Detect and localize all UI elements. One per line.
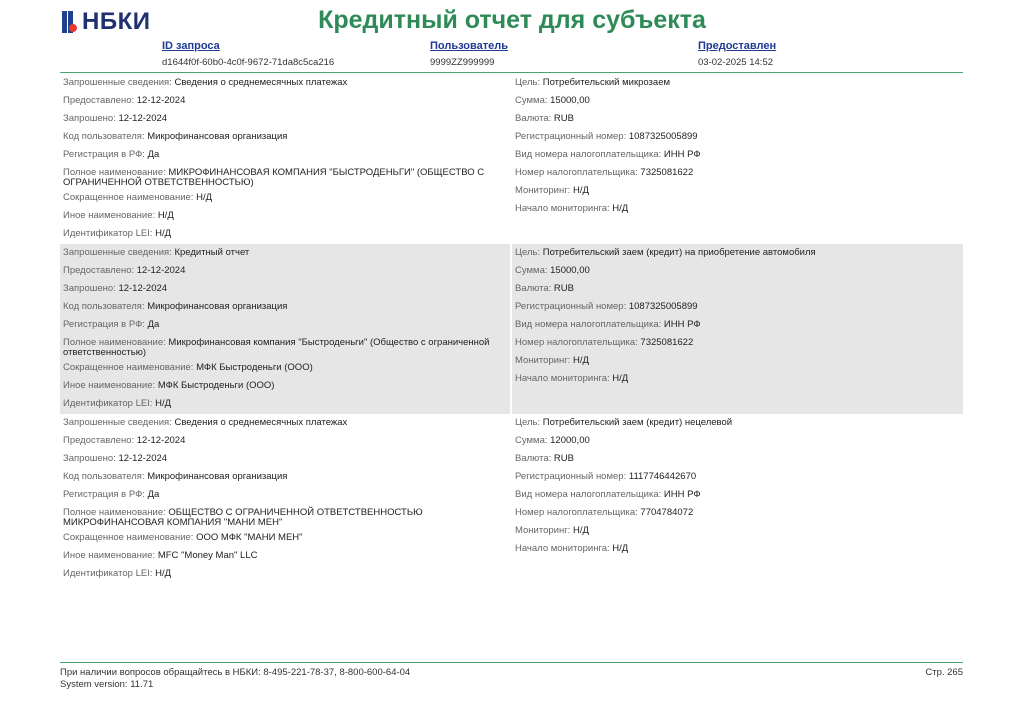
provided-label: Предоставлен <box>698 40 777 52</box>
field-row <box>515 204 955 214</box>
user-label: Пользователь <box>430 40 509 52</box>
request-block <box>60 244 963 414</box>
footer <box>60 667 410 691</box>
field-label: Запрошенные сведения: <box>63 247 172 258</box>
field-row <box>63 248 503 258</box>
field-label: Сокращенное наименование: <box>63 362 194 373</box>
field-label: Регистрация в РФ: <box>63 489 145 500</box>
field-label: Цель: <box>515 417 541 428</box>
field-value: Н/Д <box>572 355 589 366</box>
field-value: МФК Быстроденьги (ООО) <box>157 380 275 391</box>
field-value: Микрофинансовая компания "Быстроденьги" (Общество с ограниченной ответственностью) <box>63 337 490 358</box>
field-label: Регистрационный номер: <box>515 301 627 312</box>
header-user <box>430 40 508 68</box>
field-row <box>63 381 503 391</box>
field-row <box>515 418 955 428</box>
field-value: 12000,00 <box>550 435 590 446</box>
field-value: Н/Д <box>572 185 589 196</box>
field-value: Да <box>147 319 160 330</box>
field-value: RUB <box>553 283 574 294</box>
field-label: Код пользователя: <box>63 471 145 482</box>
field-row <box>63 436 503 446</box>
field-value: Н/Д <box>196 192 213 203</box>
field-value: МИКРОФИНАНСОВАЯ КОМПАНИЯ "БЫСТРОДЕНЬГИ" (ОБЩЕСТВО С ОГРАНИЧЕННОЙ ОТВЕТСТВЕННОСТЬЮ) <box>63 167 485 188</box>
field-row <box>63 211 503 221</box>
request-left-column <box>60 244 510 414</box>
field-row <box>63 569 503 579</box>
field-label: Регистрационный номер: <box>515 131 627 142</box>
field-label: Полное наименование: <box>63 337 166 348</box>
field-row <box>63 551 503 561</box>
field-value: ИНН РФ <box>663 149 701 160</box>
header-provided <box>698 40 776 68</box>
field-value: RUB <box>553 453 574 464</box>
field-label: Полное наименование: <box>63 507 166 518</box>
logo-text: НБКИ <box>82 8 151 35</box>
field-label: Регистрация в РФ: <box>63 149 145 160</box>
request-left-column <box>60 74 510 244</box>
header-request-id <box>162 40 334 68</box>
field-row <box>63 150 503 160</box>
field-label: Запрошенные сведения: <box>63 77 172 88</box>
user-value: 9999ZZ999999 <box>430 57 495 68</box>
field-row <box>515 96 955 106</box>
field-value: 12-12-2024 <box>136 95 186 106</box>
field-value: Н/Д <box>155 568 172 579</box>
field-row <box>63 78 503 88</box>
field-row <box>63 363 503 373</box>
field-row <box>515 78 955 88</box>
field-label: Иное наименование: <box>63 550 156 561</box>
field-value: Н/Д <box>612 203 629 214</box>
page-number: Стр. 265 <box>925 667 963 678</box>
request-right-column <box>512 414 963 584</box>
field-value: Микрофинансовая организация <box>147 131 288 142</box>
field-label: Валюта: <box>515 113 552 124</box>
field-value: Н/Д <box>572 525 589 536</box>
field-row <box>63 454 503 464</box>
request-block <box>60 414 963 584</box>
field-value: 1117746442670 <box>628 471 697 482</box>
request-id-value: d1644f0f-60b0-4c0f-9672-71da8c5ca216 <box>162 57 335 68</box>
field-value: 1087325005899 <box>628 301 698 312</box>
footer-contact: При наличии вопросов обращайтесь в НБКИ: 8-495-221-78-37, 8-800-600-64-04 <box>60 667 411 678</box>
field-value: Микрофинансовая организация <box>147 301 288 312</box>
field-label: Цель: <box>515 247 541 258</box>
field-label: Идентификатор LEI: <box>63 398 153 409</box>
field-label: Иное наименование: <box>63 380 156 391</box>
field-value: Н/Д <box>612 373 629 384</box>
field-row <box>515 168 955 178</box>
field-value: Н/Д <box>155 398 172 409</box>
field-row <box>515 132 955 142</box>
field-label: Иное наименование: <box>63 210 156 221</box>
field-row <box>515 356 955 366</box>
field-label: Идентификатор LEI: <box>63 228 153 239</box>
header-divider <box>60 72 963 73</box>
field-row <box>515 526 955 536</box>
request-right-column <box>512 244 963 414</box>
field-label: Код пользователя: <box>63 131 145 142</box>
field-value: 15000,00 <box>550 95 590 106</box>
field-row <box>515 186 955 196</box>
field-row <box>63 229 503 239</box>
field-value: RUB <box>553 113 574 124</box>
field-row <box>63 266 503 276</box>
field-row <box>63 338 503 358</box>
field-label: Запрошено: <box>63 113 116 124</box>
field-label: Вид номера налогоплательщика: <box>515 319 662 330</box>
field-value: МФК Быстроденьги (ООО) <box>196 362 313 373</box>
field-label: Сокращенное наименование: <box>63 192 194 203</box>
field-row <box>515 454 955 464</box>
field-value: 12-12-2024 <box>118 113 168 124</box>
field-label: Валюта: <box>515 453 552 464</box>
field-value: ОБЩЕСТВО С ОГРАНИЧЕННОЙ ОТВЕТСТВЕННОСТЬЮ МИКРОФИНАНСОВАЯ КОМПАНИЯ "МАНИ МЕН" <box>63 507 423 528</box>
field-value: 12-12-2024 <box>136 435 186 446</box>
footer-version: System version: 11.71 <box>60 679 154 690</box>
field-row <box>515 248 955 258</box>
field-value: 1087325005899 <box>628 131 698 142</box>
field-value: Сведения о среднемесячных платежах <box>174 77 348 88</box>
field-label: Запрошено: <box>63 283 116 294</box>
page-title: Кредитный отчет для субъекта <box>318 6 706 34</box>
field-label: Сокращенное наименование: <box>63 532 194 543</box>
field-label: Запрошено: <box>63 453 116 464</box>
field-row <box>515 338 955 348</box>
field-row <box>515 508 955 518</box>
field-label: Цель: <box>515 77 541 88</box>
field-label: Начало мониторинга: <box>515 373 610 384</box>
field-value: ИНН РФ <box>663 489 701 500</box>
field-label: Номер налогоплательщика: <box>515 337 638 348</box>
field-value: Да <box>147 149 160 160</box>
field-value: Потребительский микрозаем <box>542 77 671 88</box>
field-row <box>63 302 503 312</box>
request-left-column <box>60 414 510 584</box>
field-label: Вид номера налогоплательщика: <box>515 489 662 500</box>
field-value: 7704784072 <box>640 507 694 518</box>
provided-value: 03-02-2025 14:52 <box>698 57 774 68</box>
field-row <box>515 320 955 330</box>
request-id-label: ID запроса <box>162 40 220 52</box>
field-row <box>63 320 503 330</box>
field-row <box>63 96 503 106</box>
field-label: Сумма: <box>515 265 548 276</box>
field-label: Регистрация в РФ: <box>63 319 145 330</box>
field-label: Сумма: <box>515 435 548 446</box>
field-label: Начало мониторинга: <box>515 543 610 554</box>
field-row <box>63 168 503 188</box>
field-label: Номер налогоплательщика: <box>515 167 638 178</box>
field-value: ИНН РФ <box>663 319 701 330</box>
field-label: Вид номера налогоплательщика: <box>515 149 662 160</box>
field-row <box>515 266 955 276</box>
field-row <box>515 114 955 124</box>
field-label: Регистрационный номер: <box>515 471 627 482</box>
field-row <box>515 472 955 482</box>
field-label: Валюта: <box>515 283 552 294</box>
field-row <box>515 302 955 312</box>
field-value: MFC "Money Man" LLC <box>157 550 258 561</box>
field-label: Номер налогоплательщика: <box>515 507 638 518</box>
field-value: Микрофинансовая организация <box>147 471 288 482</box>
field-row <box>63 418 503 428</box>
field-value: Кредитный отчет <box>174 247 250 258</box>
field-label: Код пользователя: <box>63 301 145 312</box>
field-label: Начало мониторинга: <box>515 203 610 214</box>
footer-divider <box>60 662 963 663</box>
field-label: Полное наименование: <box>63 167 166 178</box>
field-row <box>63 132 503 142</box>
field-row <box>515 544 955 554</box>
field-label: Предоставлено: <box>63 435 135 446</box>
field-value: 7325081622 <box>640 337 694 348</box>
field-row <box>63 533 503 543</box>
request-right-column <box>512 74 963 244</box>
field-row <box>63 399 503 409</box>
field-value: Сведения о среднемесячных платежах <box>174 417 348 428</box>
field-label: Предоставлено: <box>63 265 135 276</box>
field-row <box>63 472 503 482</box>
field-value: Да <box>147 489 160 500</box>
field-value: 7325081622 <box>640 167 694 178</box>
field-value: Н/Д <box>612 543 629 554</box>
field-value: Потребительский заем (кредит) нецелевой <box>542 417 733 428</box>
field-row <box>515 374 955 384</box>
field-row <box>63 114 503 124</box>
field-row <box>515 284 955 294</box>
field-label: Предоставлено: <box>63 95 135 106</box>
field-label: Мониторинг: <box>515 355 571 366</box>
field-row <box>63 508 503 528</box>
field-row <box>515 436 955 446</box>
request-block <box>60 74 963 244</box>
field-value: 15000,00 <box>550 265 590 276</box>
field-row <box>515 150 955 160</box>
field-label: Идентификатор LEI: <box>63 568 153 579</box>
field-row <box>515 490 955 500</box>
field-value: Потребительский заем (кредит) на приобретение автомобиля <box>542 247 816 258</box>
field-value: Н/Д <box>155 228 172 239</box>
field-value: 12-12-2024 <box>118 453 168 464</box>
field-row <box>63 284 503 294</box>
field-label: Мониторинг: <box>515 525 571 536</box>
field-row <box>63 490 503 500</box>
field-row <box>63 193 503 203</box>
field-value: 12-12-2024 <box>118 283 168 294</box>
field-label: Сумма: <box>515 95 548 106</box>
field-label: Запрошенные сведения: <box>63 417 172 428</box>
field-value: Н/Д <box>157 210 174 221</box>
field-label: Мониторинг: <box>515 185 571 196</box>
field-value: 12-12-2024 <box>136 265 186 276</box>
field-value: ООО МФК "МАНИ МЕН" <box>196 532 303 543</box>
